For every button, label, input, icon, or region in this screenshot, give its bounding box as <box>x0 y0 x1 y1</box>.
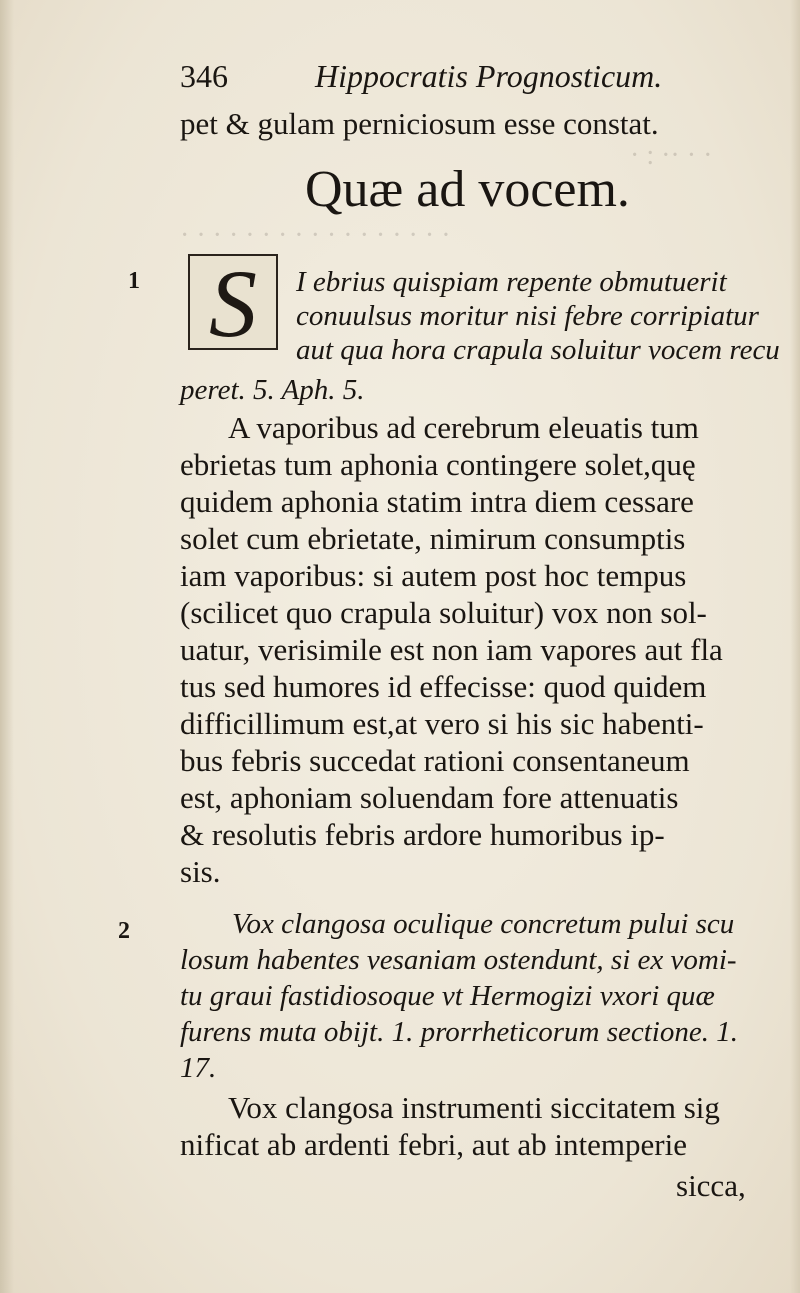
page-edge-shadow-left <box>0 0 14 1293</box>
commentary-line: ebrietas tum aphonia contingere solet,quę <box>180 447 696 482</box>
commentary-line: A vaporibus ad cerebrum eleuatis tum <box>228 410 699 445</box>
drop-cap-letter: S <box>209 250 257 357</box>
bleed-through-text: · : ·· · · <box>630 140 713 171</box>
section-heading: Quæ ad vocem. <box>305 161 630 218</box>
aphorism-line: 17. <box>180 1052 217 1084</box>
commentary-line: sis. <box>180 854 221 889</box>
aphorism-line: losum habentes vesaniam ostendunt, si ex vomi- <box>180 944 737 976</box>
aphorism-line: peret. 5. Aph. 5. <box>180 374 365 406</box>
running-title: Hippocratis Prognosticum. <box>315 58 663 94</box>
page-edge-shadow-right <box>790 0 800 1293</box>
aphorism-line: I ebrius quispiam repente obmutuerit <box>296 266 727 298</box>
running-header <box>180 58 740 98</box>
commentary-line: tus sed humores id effecisse: quod quidem <box>180 669 707 704</box>
commentary-line: est, aphoniam soluendam fore attenuatis <box>180 780 679 815</box>
commentary-line: nificat ab ardenti febri, aut ab intemperie <box>180 1127 687 1162</box>
continued-text-line: pet & gulam perniciosum esse constat. <box>180 106 659 141</box>
aphorism-line: conuulsus moritur nisi febre corripiatur <box>296 300 759 332</box>
aphorism-line: furens muta obijt. 1. prorrheticorum sectione. 1. <box>180 1016 738 1048</box>
page-number: 346 <box>180 58 228 94</box>
bleed-through-text: · · · · · · · · · · · · · · · · · <box>180 220 451 251</box>
aphorism-line: tu graui fastidiosoque vt Hermogizi vxori quæ <box>180 980 715 1012</box>
aphorism-line: aut qua hora crapula soluitur vocem recu <box>296 334 780 366</box>
decorated-initial <box>188 250 278 357</box>
catchword: sicca, <box>676 1168 746 1203</box>
commentary-line: bus febris succedat rationi consentaneum <box>180 743 690 778</box>
commentary-line: Vox clangosa instrumenti siccitatem sig <box>228 1090 720 1125</box>
commentary-line: & resolutis febris ardore humoribus ip- <box>180 817 665 852</box>
commentary-line: iam vaporibus: si autem post hoc tempus <box>180 558 687 593</box>
commentary-line: (scilicet quo crapula soluitur) vox non sol- <box>180 595 707 630</box>
commentary-line: solet cum ebrietate, nimirum consumptis <box>180 521 686 556</box>
commentary-line: difficillimum est,at vero si his sic habenti- <box>180 706 704 741</box>
commentary-line: uatur, verisimile est non iam vapores aut fla <box>180 632 723 667</box>
commentary-line: quidem aphonia statim intra diem cessare <box>180 484 694 519</box>
margin-number-2: 2 <box>118 918 130 944</box>
margin-number-1: 1 <box>128 268 140 294</box>
aphorism-line: Vox clangosa oculique concretum pului scu <box>232 908 735 940</box>
